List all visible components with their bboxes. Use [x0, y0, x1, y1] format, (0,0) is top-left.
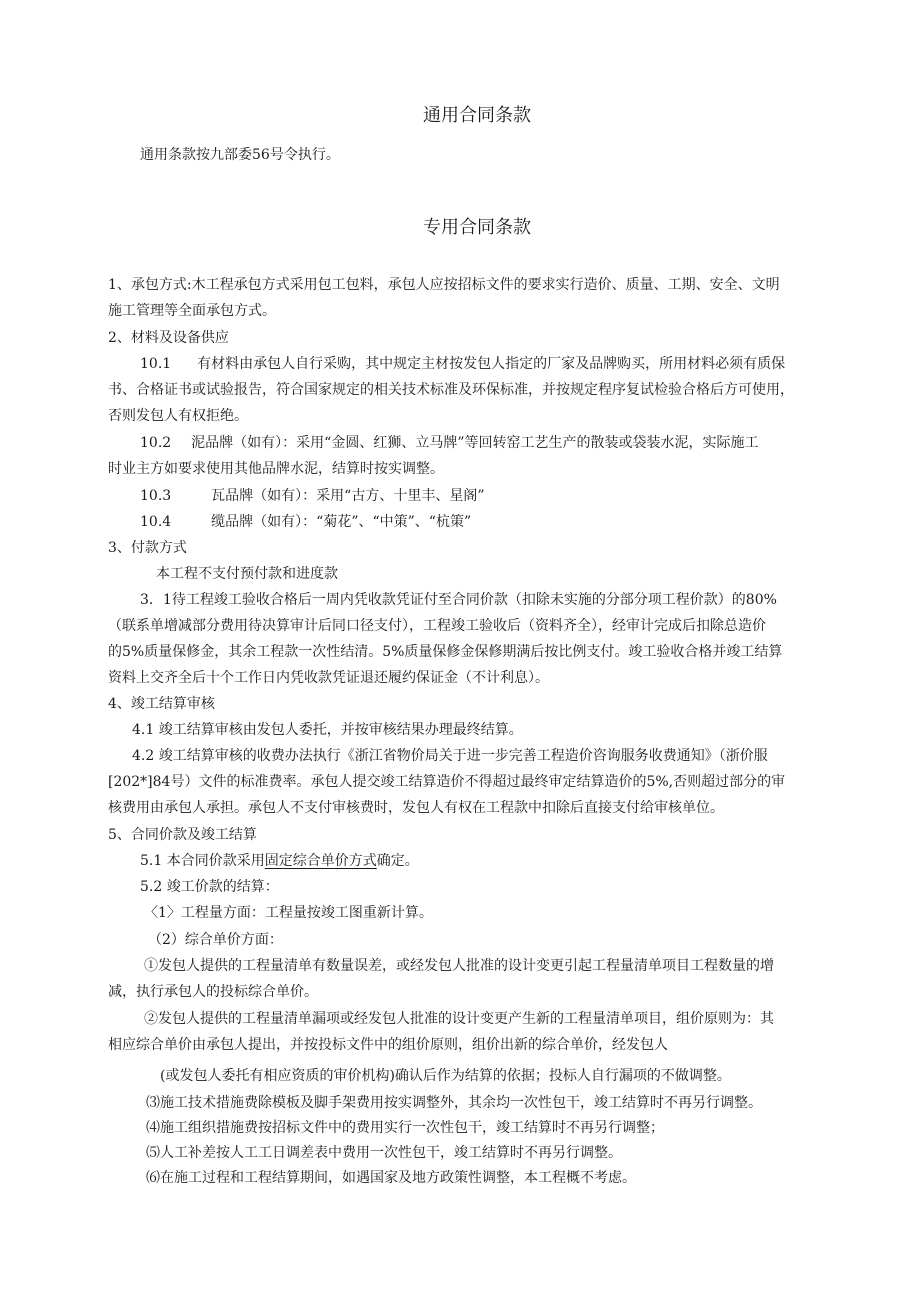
s5-para-1-suffix: 确定。: [376, 853, 419, 869]
s2-item-3: [140, 486, 485, 506]
s5-heading: 5、合同价款及竣工结算: [108, 827, 257, 843]
s4-para-1: 4.1 竣工结算审核由发包人委托，并按审核结果办理最终结算。: [132, 722, 523, 738]
s5-circle-1-line-2: 减，执行承包人的投标综合单价。: [108, 984, 318, 1000]
s5-circle-1-line-1: ①发包人提供的工程量清单有数量误差，或经发包人批准的设计变更引起工程量清单项目工程数量的增: [144, 958, 774, 974]
s5-item-4: ⑷施工组织措施费按招标文件中的费用实行一次性包干，竣工结算时不再另行调整；: [146, 1120, 664, 1136]
s5-circle-2-line-2: 相应综合单价由承包人提出，并按投标文件中的组价原则，组价出新的综合单价，经发包人: [108, 1037, 668, 1053]
s4-heading: 4、竣工结算审核: [108, 696, 215, 712]
s2-item-1-line-1: [140, 354, 785, 374]
s5-para-1: [140, 851, 419, 871]
s2-item-2-number: 10.2: [140, 435, 172, 451]
s2-item-3-text: 瓦品牌（如有）：采用“古方、十里丰、星阁”: [211, 488, 485, 504]
s2-item-1-number: 10.1: [140, 356, 172, 372]
s2-item-2-line-2: 时业主方如要求使用其他品牌水泥，结算时按实调整。: [108, 461, 444, 477]
s5-item-3: ⑶施工技术措施费除模板及脚手架费用按实调整外，其余均一次性包干，竣工结算时不再另行调整。: [146, 1095, 762, 1111]
s2-heading: 2、材料及设备供应: [108, 330, 229, 346]
s5-para-2: 5.2 竣工价款的结算：: [140, 879, 279, 895]
s5-unit-price-item: （2）综合单价方面：: [148, 932, 283, 948]
s2-item-3-number: 10.3: [140, 488, 172, 504]
s5-circle-2-line-1: ②发包人提供的工程量清单漏项或经发包人批准的设计变更产生新的工程量清单项目，组价原则为：其: [144, 1011, 774, 1027]
s2-item-2-text: 泥品牌（如有）：采用“金圆、红狮、立马牌”等回转窑工艺生产的散装或袋装水泥，实际施工: [191, 435, 759, 451]
s2-item-2-line-1: [140, 433, 758, 453]
s3-heading: 3、付款方式: [108, 540, 187, 556]
s5-circle-2-line-3: (或发包人委托有相应资质的审价机构)确认后作为结算的依据；投标人自行漏项的不做调整。: [160, 1068, 731, 1084]
s1-line-1: 1、承包方式:木工程承包方式采用包工包料，承包人应按招标文件的要求实行造价、质量、工期、安全、文明: [108, 277, 780, 293]
s3-para-2-line-2: （联系单增减部分费用待决算审计后同口径支付），工程竣工验收后（资料齐全），经审计完成后扣除总造价: [108, 618, 766, 634]
s2-item-4-number: 10.4: [140, 514, 172, 530]
s5-item-5: ⑸人工补差按人工工日调差表中费用一次性包干，竣工结算时不再另行调整。: [146, 1145, 622, 1161]
s2-item-4-text: 缆品牌（如有）：“菊花”、“中策”、“杭策”: [211, 514, 472, 530]
s2-item-1-line-2: 书、合格证书或试验报告，符合国家规定的相关技术标准及环保标准，并按规定程序复试检验合格后方可使用，: [108, 382, 794, 398]
s5-quantity-item: 〈1〉工程量方面：工程量按竣工图重新计算。: [144, 905, 433, 921]
s1-line-2: 施工管理等全面承包方式。: [108, 303, 276, 319]
s2-item-1-line-3: 否则发包人有权拒绝。: [108, 408, 248, 424]
s2-item-1-text: 有材料由承包人自行采购，其中规定主材按发包人指定的厂家及品牌购买，所用材料必须有质保: [197, 356, 786, 372]
special-clauses-title: 专用合同条款: [423, 217, 531, 238]
s3-para-1: 本工程不支付预付款和进度款: [156, 566, 338, 582]
general-clauses-title: 通用合同条款: [423, 105, 531, 126]
s3-para-2-line-4: 资料上交齐全后十个工作日内凭收款凭证退还履约保证金（不计利息）。: [108, 670, 549, 686]
s4-para-2-line-2: [202*]84号）文件的标准费率。承包人提交竣工结算造价不得超过最终审定结算造价的5%,否则超过部分的审: [108, 774, 786, 790]
s5-item-6: ⑹在施工过程和工程结算期间，如遇国家及地方政策性调整，本工程概不考虑。: [146, 1170, 636, 1186]
s3-para-2-line-3: 的5%质量保修金，其余工程款一次性结清。5%质量保修金保修期满后按比例支付。竣工验收合格并竣工结算: [108, 644, 783, 660]
s5-pricing-method: 固定综合单价方式: [264, 853, 377, 869]
s5-para-1-prefix: 5.1 本合同价款采用: [140, 853, 265, 869]
s2-item-4: [140, 512, 471, 532]
general-clauses-body: 通用条款按九部委56号令执行。: [140, 147, 340, 163]
s3-para-2-line-1: 3．1待工程竣工验收合格后一周内凭收款凭证付至合同价款（扣除未实施的分部分项工程价款）的80%: [140, 592, 777, 608]
s4-para-2-line-1: 4.2 竣工结算审核的收费办法执行《浙江省物价局关于进一步完善工程造价咨询服务收费通知》（浙价服: [132, 748, 768, 764]
s4-para-2-line-3: 核费用由承包人承担。承包人不支付审核费时，发包人有权在工程款中扣除后直接支付给审核单位。: [108, 800, 724, 816]
